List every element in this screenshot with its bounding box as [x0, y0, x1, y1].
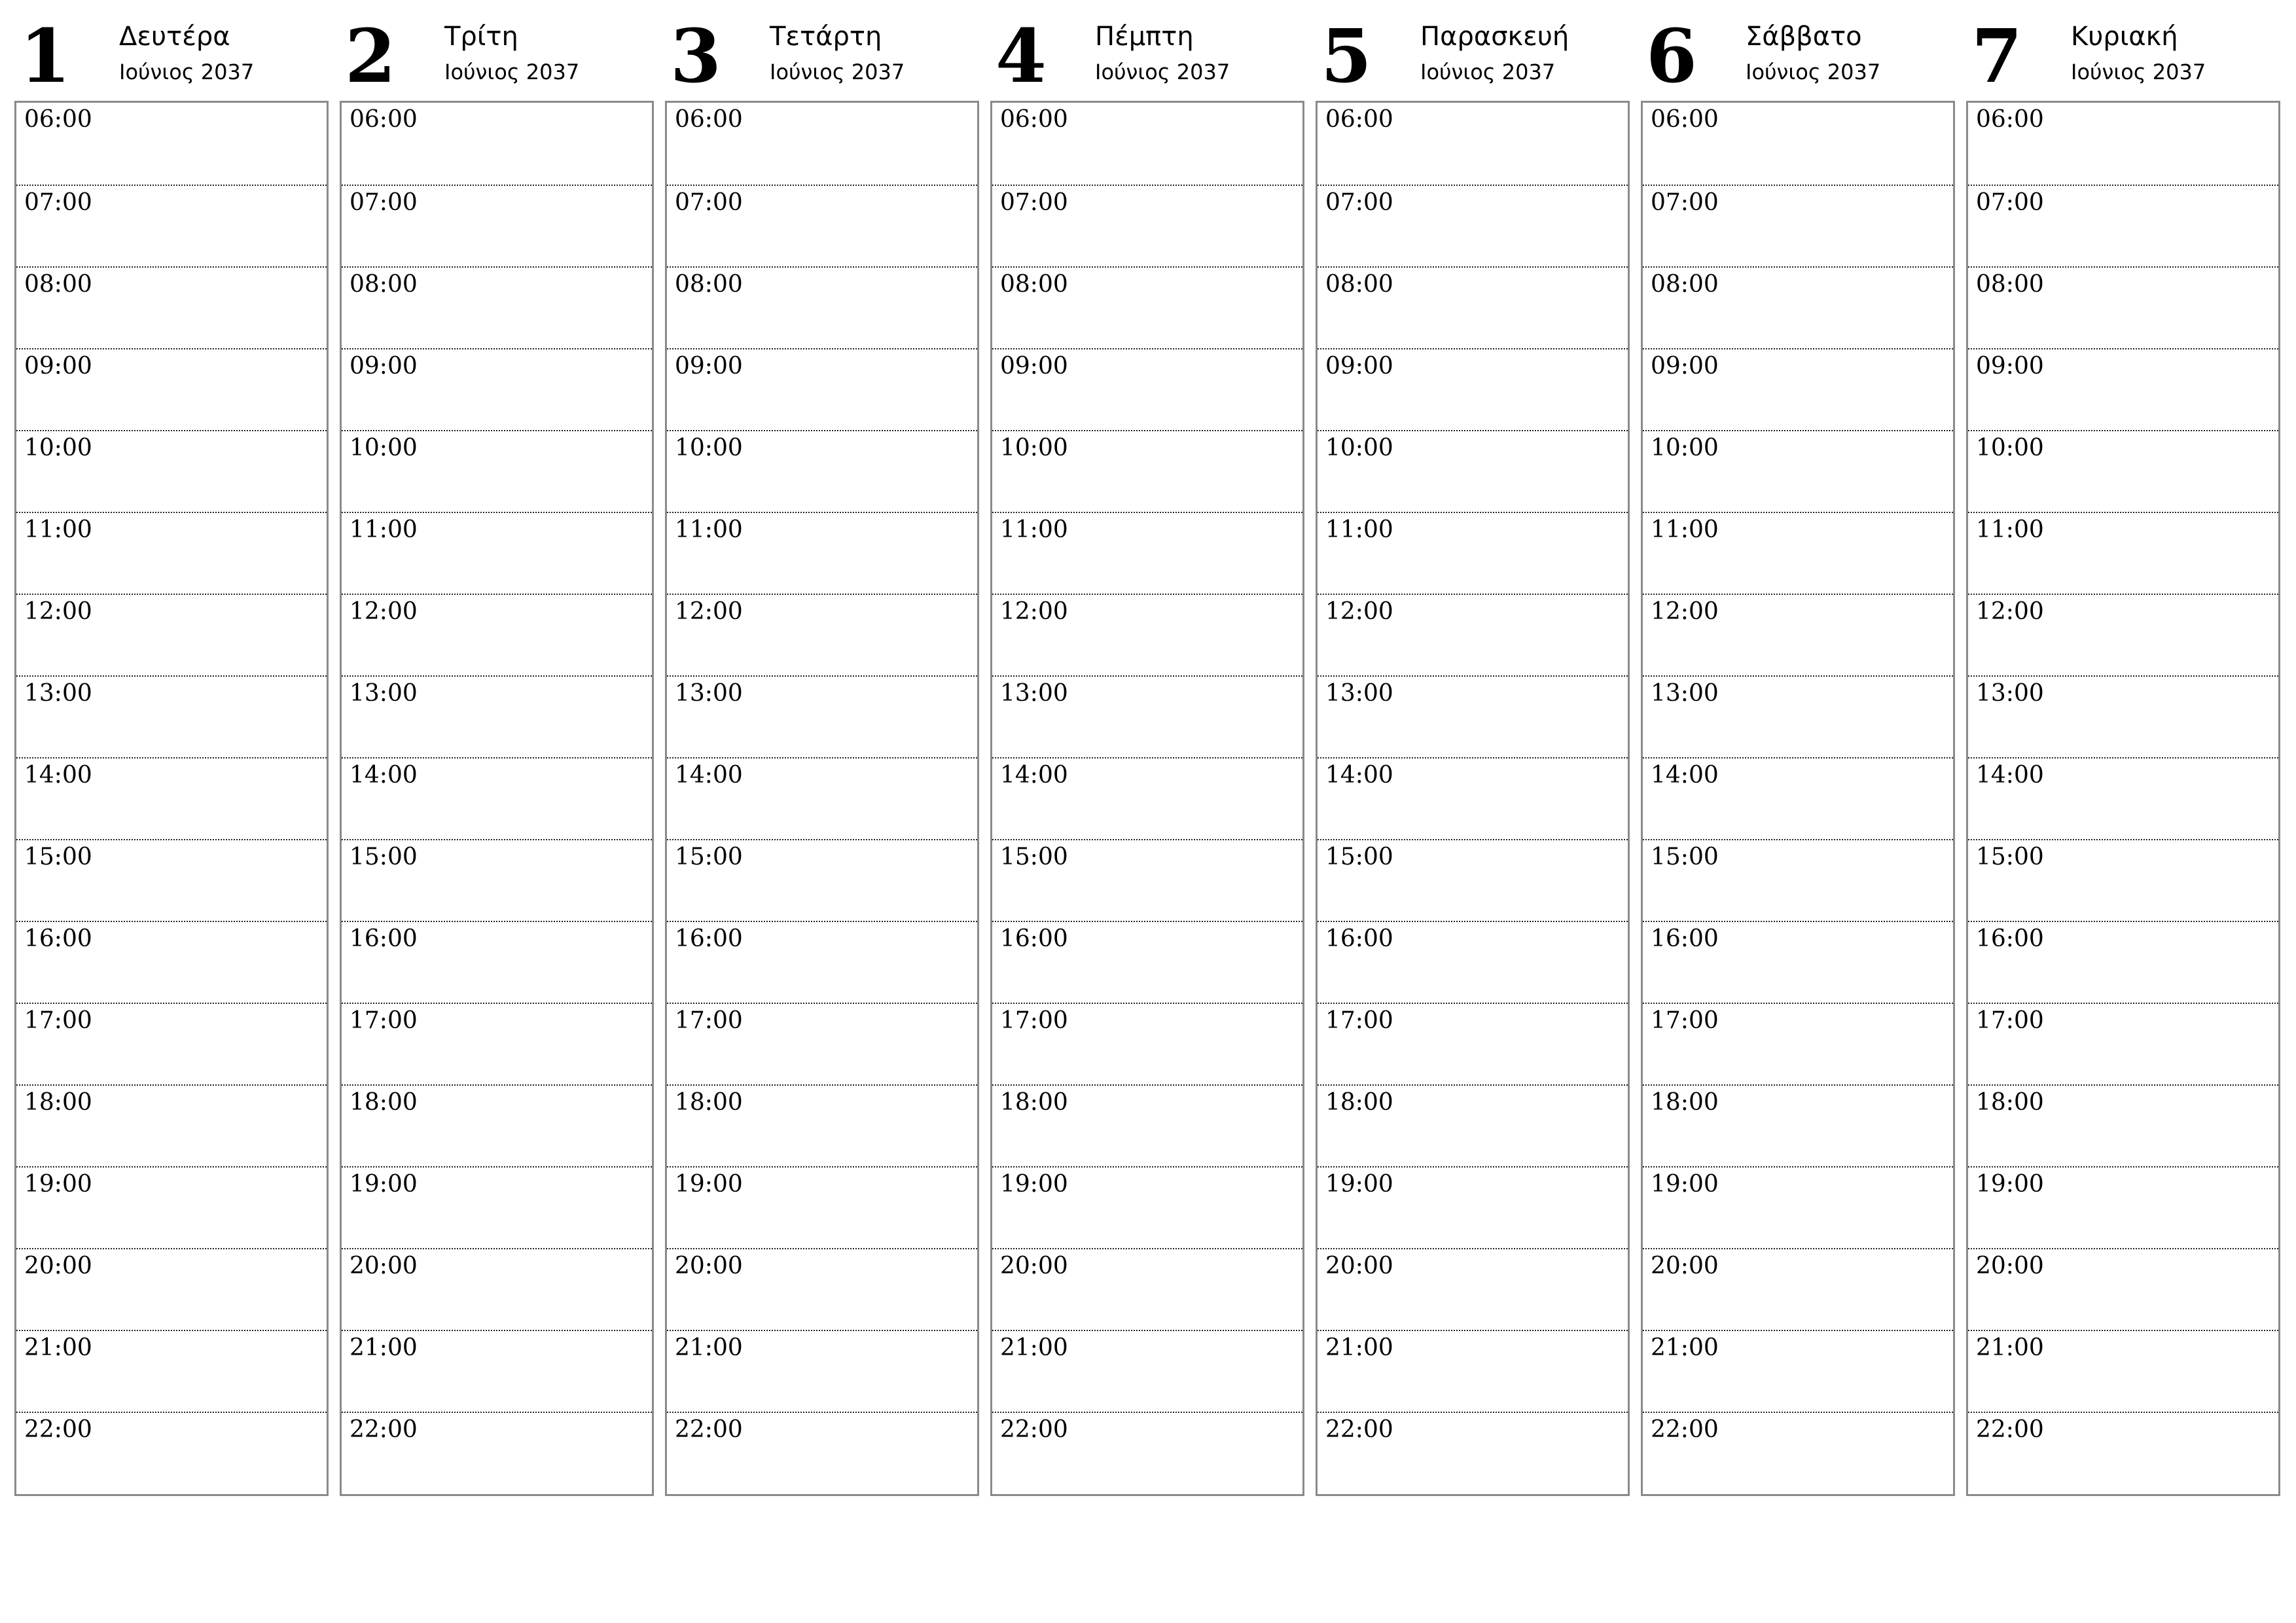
hour-slot[interactable] — [342, 839, 652, 921]
hour-slot[interactable] — [992, 1248, 1302, 1330]
hour-slot[interactable] — [16, 512, 327, 594]
hour-label: 08:00 — [1000, 271, 1068, 298]
hour-slot[interactable] — [1643, 757, 1953, 839]
day-name: Σάββατο — [1746, 22, 1862, 52]
day-month: Ιούνιος 2037 — [1095, 60, 1230, 84]
hour-label: 20:00 — [1325, 1253, 1393, 1279]
hour-slot[interactable] — [16, 757, 327, 839]
hour-label: 09:00 — [1651, 353, 1719, 380]
hour-label: 14:00 — [1651, 762, 1719, 789]
hour-label: 11:00 — [1000, 516, 1068, 543]
hour-slot[interactable] — [667, 921, 977, 1003]
hour-slot[interactable] — [342, 1412, 652, 1493]
hour-slot[interactable] — [16, 594, 327, 675]
hour-slot[interactable] — [16, 1003, 327, 1084]
hour-slot[interactable] — [1318, 675, 1628, 757]
hour-slot[interactable] — [342, 594, 652, 675]
hour-label: 12:00 — [1976, 598, 2044, 625]
hour-label: 15:00 — [1000, 844, 1068, 870]
hour-slot[interactable] — [1968, 103, 2278, 185]
hour-slot[interactable] — [1643, 839, 1953, 921]
hour-slot[interactable] — [342, 675, 652, 757]
day-number: 2 — [345, 14, 396, 99]
hour-label: 20:00 — [675, 1253, 743, 1279]
hour-label: 12:00 — [24, 598, 92, 625]
day-name: Τετάρτη — [770, 22, 882, 52]
hour-label: 17:00 — [1651, 1007, 1719, 1034]
hour-label: 15:00 — [350, 844, 418, 870]
day-header — [990, 14, 1303, 99]
hour-label: 16:00 — [24, 925, 92, 952]
hour-label: 21:00 — [1651, 1334, 1719, 1361]
hour-label: 06:00 — [24, 106, 92, 133]
hour-label: 13:00 — [1325, 680, 1393, 707]
hour-label: 16:00 — [1000, 925, 1068, 952]
hour-slot[interactable] — [342, 921, 652, 1003]
day-month: Ιούνιος 2037 — [2071, 60, 2206, 84]
hour-label: 20:00 — [1976, 1253, 2044, 1279]
hour-slot[interactable] — [1643, 1330, 1953, 1412]
hour-slot[interactable] — [342, 185, 652, 266]
hour-label: 10:00 — [1000, 435, 1068, 461]
hour-slot[interactable] — [992, 430, 1302, 512]
day-column — [990, 14, 1303, 1443]
hour-label: 17:00 — [1325, 1007, 1393, 1034]
hour-label: 18:00 — [675, 1089, 743, 1116]
hour-label: 19:00 — [675, 1171, 743, 1198]
hour-slot[interactable] — [667, 594, 977, 675]
hour-label: 13:00 — [350, 680, 418, 707]
hour-slot[interactable] — [992, 266, 1302, 348]
day-name: Παρασκευή — [1420, 22, 1570, 52]
hour-label: 19:00 — [1325, 1171, 1393, 1198]
hour-slot[interactable] — [992, 594, 1302, 675]
hour-slot[interactable] — [342, 1330, 652, 1412]
hour-label: 11:00 — [675, 516, 743, 543]
hour-label: 10:00 — [1651, 435, 1719, 461]
day-column — [14, 14, 327, 1443]
hour-slot[interactable] — [1643, 1003, 1953, 1084]
day-name: Δευτέρα — [119, 22, 230, 52]
hour-slot[interactable] — [1318, 839, 1628, 921]
day-header — [14, 14, 327, 99]
hour-label: 18:00 — [1000, 1089, 1068, 1116]
hour-slot[interactable] — [1318, 1166, 1628, 1248]
hour-slot[interactable] — [1643, 430, 1953, 512]
hour-label: 20:00 — [1651, 1253, 1719, 1279]
hour-label: 14:00 — [1325, 762, 1393, 789]
hour-slot[interactable] — [16, 921, 327, 1003]
hour-slot[interactable] — [1643, 512, 1953, 594]
hour-slot[interactable] — [1968, 348, 2278, 430]
hour-label: 22:00 — [350, 1416, 418, 1443]
day-header — [665, 14, 978, 99]
day-name: Κυριακή — [2071, 22, 2178, 52]
hour-slot[interactable] — [992, 185, 1302, 266]
hour-slot[interactable] — [16, 185, 327, 266]
hour-label: 06:00 — [1976, 106, 2044, 133]
hour-slot[interactable] — [1643, 185, 1953, 266]
hour-label: 09:00 — [24, 353, 92, 380]
hour-label: 20:00 — [350, 1253, 418, 1279]
hour-label: 09:00 — [350, 353, 418, 380]
hour-slot[interactable] — [992, 103, 1302, 185]
hour-label: 07:00 — [24, 189, 92, 216]
hour-slot[interactable] — [16, 839, 327, 921]
hour-slot[interactable] — [992, 675, 1302, 757]
hour-slot[interactable] — [342, 1166, 652, 1248]
hour-slot[interactable] — [16, 1084, 327, 1166]
hour-label: 20:00 — [1000, 1253, 1068, 1279]
hour-slot[interactable] — [16, 1330, 327, 1412]
hour-slot[interactable] — [1318, 266, 1628, 348]
hour-label: 19:00 — [1651, 1171, 1719, 1198]
hour-slot[interactable] — [1318, 1084, 1628, 1166]
hour-slot[interactable] — [342, 103, 652, 185]
hour-slot[interactable] — [1643, 348, 1953, 430]
hour-slot[interactable] — [1968, 1330, 2278, 1412]
hour-label: 18:00 — [1976, 1089, 2044, 1116]
hour-slot[interactable] — [16, 675, 327, 757]
hour-label: 12:00 — [1651, 598, 1719, 625]
hour-slot[interactable] — [1968, 675, 2278, 757]
hour-slot[interactable] — [992, 348, 1302, 430]
day-schedule-box — [1641, 101, 1955, 1496]
hour-label: 06:00 — [350, 106, 418, 133]
hour-slot[interactable] — [1968, 1003, 2278, 1084]
hour-label: 19:00 — [350, 1171, 418, 1198]
hour-label: 16:00 — [350, 925, 418, 952]
hour-label: 13:00 — [675, 680, 743, 707]
day-column — [1966, 14, 2279, 1443]
hour-label: 22:00 — [1000, 1416, 1068, 1443]
hour-slot[interactable] — [667, 103, 977, 185]
hour-slot[interactable] — [1968, 430, 2278, 512]
hour-slot[interactable] — [342, 430, 652, 512]
hour-label: 08:00 — [1651, 271, 1719, 298]
hour-slot[interactable] — [1643, 594, 1953, 675]
hour-slot[interactable] — [1968, 921, 2278, 1003]
hour-slot[interactable] — [1643, 1248, 1953, 1330]
hour-slot[interactable] — [992, 921, 1302, 1003]
hour-slot[interactable] — [1318, 594, 1628, 675]
hour-slot[interactable] — [992, 1166, 1302, 1248]
hour-slot[interactable] — [16, 1166, 327, 1248]
hour-label: 06:00 — [1651, 106, 1719, 133]
hour-label: 15:00 — [675, 844, 743, 870]
day-header — [1966, 14, 2279, 99]
hour-label: 16:00 — [1976, 925, 2044, 952]
hour-slot[interactable] — [992, 512, 1302, 594]
hour-slot[interactable] — [342, 1248, 652, 1330]
hour-label: 06:00 — [1325, 106, 1393, 133]
hour-slot[interactable] — [16, 348, 327, 430]
hour-label: 08:00 — [350, 271, 418, 298]
hour-label: 14:00 — [350, 762, 418, 789]
hour-label: 10:00 — [675, 435, 743, 461]
hour-label: 11:00 — [24, 516, 92, 543]
hour-label: 21:00 — [1325, 1334, 1393, 1361]
hour-label: 16:00 — [1651, 925, 1719, 952]
hour-slot[interactable] — [1318, 430, 1628, 512]
hour-label: 11:00 — [1325, 516, 1393, 543]
hour-slot[interactable] — [342, 757, 652, 839]
hour-slot[interactable] — [342, 1084, 652, 1166]
hour-slot[interactable] — [667, 430, 977, 512]
hour-label: 18:00 — [1651, 1089, 1719, 1116]
hour-slot[interactable] — [1968, 1166, 2278, 1248]
hour-label: 10:00 — [1325, 435, 1393, 461]
hour-label: 10:00 — [350, 435, 418, 461]
hour-slot[interactable] — [16, 103, 327, 185]
hour-label: 15:00 — [1325, 844, 1393, 870]
hour-label: 14:00 — [675, 762, 743, 789]
hour-label: 18:00 — [24, 1089, 92, 1116]
hour-slot[interactable] — [16, 1248, 327, 1330]
hour-slot[interactable] — [1318, 757, 1628, 839]
day-month: Ιούνιος 2037 — [1746, 60, 1881, 84]
hour-slot[interactable] — [992, 1084, 1302, 1166]
hour-slot[interactable] — [667, 1248, 977, 1330]
hour-label: 07:00 — [1976, 189, 2044, 216]
hour-slot[interactable] — [1643, 266, 1953, 348]
hour-slot[interactable] — [1318, 921, 1628, 1003]
hour-label: 21:00 — [24, 1334, 92, 1361]
hour-label: 13:00 — [1000, 680, 1068, 707]
hour-slot[interactable] — [1318, 1003, 1628, 1084]
hour-slot[interactable] — [1968, 839, 2278, 921]
hour-label: 22:00 — [1325, 1416, 1393, 1443]
hour-label: 07:00 — [1651, 189, 1719, 216]
hour-slot[interactable] — [1968, 266, 2278, 348]
hour-slot[interactable] — [992, 757, 1302, 839]
day-schedule-box — [1316, 101, 1630, 1496]
hour-label: 11:00 — [1651, 516, 1719, 543]
hour-slot[interactable] — [16, 1412, 327, 1493]
hour-slot[interactable] — [1643, 921, 1953, 1003]
hour-slot[interactable] — [992, 1003, 1302, 1084]
hour-slot[interactable] — [1968, 185, 2278, 266]
hour-label: 15:00 — [24, 844, 92, 870]
hour-label: 15:00 — [1651, 844, 1719, 870]
hour-label: 11:00 — [1976, 516, 2044, 543]
day-number: 4 — [996, 14, 1047, 99]
hour-slot[interactable] — [667, 675, 977, 757]
hour-label: 10:00 — [1976, 435, 2044, 461]
hour-slot[interactable] — [667, 1084, 977, 1166]
hour-label: 13:00 — [1976, 680, 2044, 707]
hour-slot[interactable] — [1643, 675, 1953, 757]
day-month: Ιούνιος 2037 — [1420, 60, 1556, 84]
day-month: Ιούνιος 2037 — [444, 60, 580, 84]
hour-label: 14:00 — [24, 762, 92, 789]
hour-slot[interactable] — [992, 1330, 1302, 1412]
hour-slot[interactable] — [342, 266, 652, 348]
hour-label: 13:00 — [24, 680, 92, 707]
day-schedule-box — [340, 101, 654, 1496]
hour-slot[interactable] — [1968, 1412, 2278, 1493]
hour-label: 13:00 — [1651, 680, 1719, 707]
day-header — [340, 14, 653, 99]
day-schedule-box — [1966, 101, 2280, 1496]
hour-label: 17:00 — [24, 1007, 92, 1034]
hour-label: 21:00 — [350, 1334, 418, 1361]
hour-label: 08:00 — [675, 271, 743, 298]
day-number: 5 — [1321, 14, 1372, 99]
day-number: 3 — [670, 14, 721, 99]
hour-label: 18:00 — [1325, 1089, 1393, 1116]
hour-slot[interactable] — [1643, 1166, 1953, 1248]
day-month: Ιούνιος 2037 — [119, 60, 255, 84]
hour-slot[interactable] — [1318, 348, 1628, 430]
hour-label: 21:00 — [1976, 1334, 2044, 1361]
hour-label: 17:00 — [350, 1007, 418, 1034]
hour-label: 22:00 — [1651, 1416, 1719, 1443]
day-number: 6 — [1646, 14, 1697, 99]
hour-slot[interactable] — [667, 512, 977, 594]
hour-slot[interactable] — [992, 839, 1302, 921]
day-schedule-box — [14, 101, 329, 1496]
day-schedule-box — [665, 101, 979, 1496]
hour-label: 21:00 — [675, 1334, 743, 1361]
day-name: Πέμπτη — [1095, 22, 1194, 52]
hour-label: 19:00 — [24, 1171, 92, 1198]
hour-label: 09:00 — [675, 353, 743, 380]
day-column — [1641, 14, 1954, 1443]
hour-label: 09:00 — [1976, 353, 2044, 380]
hour-slot[interactable] — [667, 1003, 977, 1084]
hour-label: 09:00 — [1000, 353, 1068, 380]
hour-label: 16:00 — [1325, 925, 1393, 952]
day-header — [1641, 14, 1954, 99]
hour-label: 22:00 — [24, 1416, 92, 1443]
hour-label: 11:00 — [350, 516, 418, 543]
hour-label: 20:00 — [24, 1253, 92, 1279]
hour-label: 06:00 — [1000, 106, 1068, 133]
hour-slot[interactable] — [1318, 512, 1628, 594]
hour-slot[interactable] — [1318, 1412, 1628, 1493]
weekly-planner — [14, 14, 2292, 1520]
hour-label: 14:00 — [1976, 762, 2044, 789]
hour-label: 19:00 — [1976, 1171, 2044, 1198]
day-header — [1316, 14, 1628, 99]
hour-slot[interactable] — [1968, 512, 2278, 594]
hour-slot[interactable] — [1318, 1330, 1628, 1412]
hour-slot[interactable] — [667, 839, 977, 921]
day-number: 1 — [20, 14, 71, 99]
hour-label: 22:00 — [1976, 1416, 2044, 1443]
hour-label: 17:00 — [1000, 1007, 1068, 1034]
hour-slot[interactable] — [1643, 103, 1953, 185]
hour-label: 10:00 — [24, 435, 92, 461]
hour-slot[interactable] — [667, 266, 977, 348]
hour-slot[interactable] — [992, 1412, 1302, 1493]
hour-label: 08:00 — [1325, 271, 1393, 298]
hour-slot[interactable] — [1968, 594, 2278, 675]
hour-label: 12:00 — [350, 598, 418, 625]
hour-label: 12:00 — [1000, 598, 1068, 625]
hour-label: 17:00 — [1976, 1007, 2044, 1034]
hour-label: 12:00 — [675, 598, 743, 625]
hour-label: 21:00 — [1000, 1334, 1068, 1361]
hour-label: 19:00 — [1000, 1171, 1068, 1198]
day-month: Ιούνιος 2037 — [770, 60, 905, 84]
day-column — [665, 14, 978, 1443]
hour-slot[interactable] — [342, 1003, 652, 1084]
hour-label: 09:00 — [1325, 353, 1393, 380]
day-column — [1316, 14, 1628, 1443]
hour-label: 08:00 — [1976, 271, 2044, 298]
hour-label: 08:00 — [24, 271, 92, 298]
day-number: 7 — [1971, 14, 2022, 99]
hour-slot[interactable] — [1968, 757, 2278, 839]
hour-slot[interactable] — [667, 757, 977, 839]
hour-slot[interactable] — [1643, 1412, 1953, 1493]
hour-label: 12:00 — [1325, 598, 1393, 625]
hour-slot[interactable] — [667, 1166, 977, 1248]
hour-slot[interactable] — [667, 1330, 977, 1412]
day-name: Τρίτη — [444, 22, 518, 52]
hour-slot[interactable] — [342, 512, 652, 594]
hour-slot[interactable] — [1318, 1248, 1628, 1330]
hour-slot[interactable] — [16, 266, 327, 348]
hour-label: 17:00 — [675, 1007, 743, 1034]
hour-slot[interactable] — [1318, 103, 1628, 185]
hour-slot[interactable] — [667, 185, 977, 266]
hour-label: 15:00 — [1976, 844, 2044, 870]
hour-slot[interactable] — [667, 1412, 977, 1493]
hour-slot[interactable] — [1968, 1084, 2278, 1166]
hour-label: 07:00 — [1000, 189, 1068, 216]
day-schedule-box — [990, 101, 1304, 1496]
hour-label: 07:00 — [675, 189, 743, 216]
hour-slot[interactable] — [667, 348, 977, 430]
hour-slot[interactable] — [1643, 1084, 1953, 1166]
hour-label: 07:00 — [1325, 189, 1393, 216]
hour-slot[interactable] — [342, 348, 652, 430]
hour-slot[interactable] — [1968, 1248, 2278, 1330]
hour-label: 07:00 — [350, 189, 418, 216]
hour-slot[interactable] — [1318, 185, 1628, 266]
hour-label: 22:00 — [675, 1416, 743, 1443]
hour-label: 14:00 — [1000, 762, 1068, 789]
hour-label: 06:00 — [675, 106, 743, 133]
hour-slot[interactable] — [16, 430, 327, 512]
hour-label: 16:00 — [675, 925, 743, 952]
day-column — [340, 14, 653, 1443]
hour-label: 18:00 — [350, 1089, 418, 1116]
